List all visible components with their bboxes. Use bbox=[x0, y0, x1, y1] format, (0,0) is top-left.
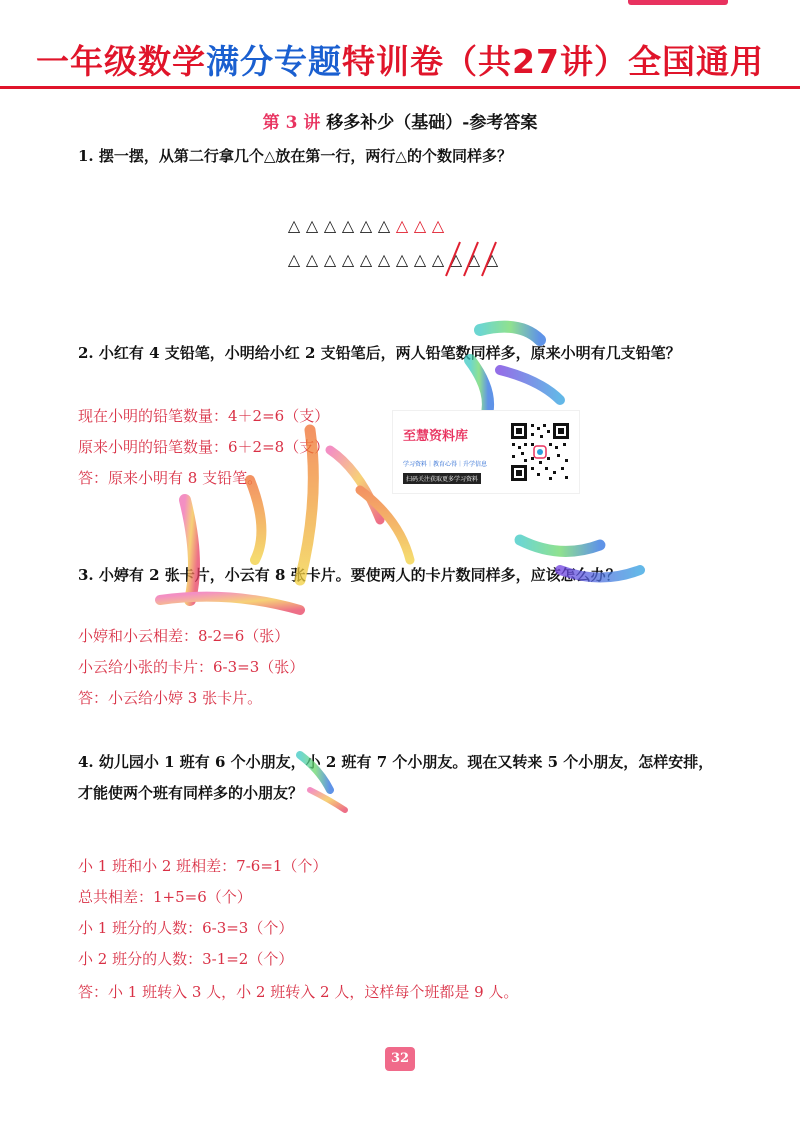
triangle-black: △ bbox=[287, 216, 303, 235]
triangle-black: △ bbox=[341, 250, 357, 269]
answer-4-line-4: 小 2 班分的人数：3-1=2（个） bbox=[78, 950, 294, 968]
triangle-black: △ bbox=[467, 250, 483, 269]
qr-code-icon[interactable] bbox=[509, 421, 571, 483]
section-title bbox=[0, 108, 800, 133]
triangle-black: △ bbox=[287, 250, 303, 269]
triangle-black: △ bbox=[377, 216, 393, 235]
question-4-line-2: 才能使两个班有同样多的小朋友？ bbox=[78, 784, 304, 802]
page-number: 32 bbox=[385, 1047, 415, 1071]
header-part-1: 一年级数学 bbox=[36, 42, 207, 81]
triangle-black: △ bbox=[341, 216, 357, 235]
answer-3-line-3: 答：小云给小婷 3 张卡片。 bbox=[78, 689, 263, 707]
promo-qr-box[interactable] bbox=[392, 410, 580, 494]
answer-4-line-1: 小 1 班和小 2 班相差：7-6=1（个） bbox=[78, 857, 328, 875]
answer-2-line-3: 答：原来小明有 8 支铅笔。 bbox=[78, 469, 263, 487]
triangle-black: △ bbox=[395, 250, 411, 269]
page-header bbox=[0, 36, 800, 83]
triangle-black: △ bbox=[305, 250, 321, 269]
cross-out-marks bbox=[440, 238, 504, 278]
answer-3-line-2: 小云给小张的卡片：6-3=3（张） bbox=[78, 658, 305, 676]
top-accent-bar bbox=[628, 0, 728, 5]
answer-2-line-1: 现在小明的铅笔数量：4＋2=6（支） bbox=[78, 407, 330, 425]
triangle-black: △ bbox=[323, 216, 339, 235]
answer-4-line-5: 答：小 1 班转入 3 人，小 2 班转入 2 人，这样每个班都是 9 人。 bbox=[78, 983, 519, 1001]
question-3: 3. 小婷有 2 张卡片，小云有 8 张卡片。要使两人的卡片数同样多，应该怎么办？ bbox=[78, 566, 621, 584]
triangle-black: △ bbox=[323, 250, 339, 269]
triangle-black: △ bbox=[359, 250, 375, 269]
promo-tag: 扫码关注获取更多学习资料 bbox=[403, 473, 481, 484]
answer-4-line-3: 小 1 班分的人数：6-3=3（个） bbox=[78, 919, 294, 937]
triangle-red: △ bbox=[395, 216, 411, 235]
header-divider bbox=[0, 86, 800, 89]
triangle-red: △ bbox=[431, 216, 447, 235]
triangle-black: △ bbox=[449, 250, 465, 269]
section-prefix: 第 3 讲 bbox=[262, 113, 321, 133]
question-2: 2. 小红有 4 支铅笔，小明给小红 2 支铅笔后，两人铅笔数同样多，原来小明有几支铅笔？ bbox=[78, 344, 681, 362]
question-1: 1. 摆一摆，从第二行拿几个△放在第一行，两行△的个数同样多？ bbox=[78, 147, 512, 165]
triangle-black: △ bbox=[377, 250, 393, 269]
triangle-black: △ bbox=[359, 216, 375, 235]
answer-2-line-2: 原来小明的铅笔数量：6＋2=8（支） bbox=[78, 438, 330, 456]
header-part-3: 特训卷（共27讲）全国通用 bbox=[342, 42, 764, 81]
answer-3-line-1: 小婷和小云相差：8-2=6（张） bbox=[78, 627, 290, 645]
triangle-row-1 bbox=[286, 216, 448, 236]
promo-subtitle: 学习资料｜教育心得｜升学信息 bbox=[403, 461, 488, 468]
triangle-red: △ bbox=[413, 216, 429, 235]
header-part-2: 满分专题 bbox=[206, 42, 343, 81]
triangle-black: △ bbox=[305, 216, 321, 235]
triangle-black: △ bbox=[413, 250, 429, 269]
section-title-text: 移多补少（基础）-参考答案 bbox=[320, 113, 538, 133]
triangle-black: △ bbox=[485, 250, 501, 269]
triangle-black: △ bbox=[431, 250, 447, 269]
answer-4-line-2: 总共相差：1+5=6（个） bbox=[78, 888, 252, 906]
question-4-line-1: 4. 幼儿园小 1 班有 6 个小朋友，小 2 班有 7 个小朋友。现在又转来 5 个小朋友，怎样安排， bbox=[78, 753, 714, 771]
promo-title: 至慧资料库 bbox=[403, 429, 469, 444]
